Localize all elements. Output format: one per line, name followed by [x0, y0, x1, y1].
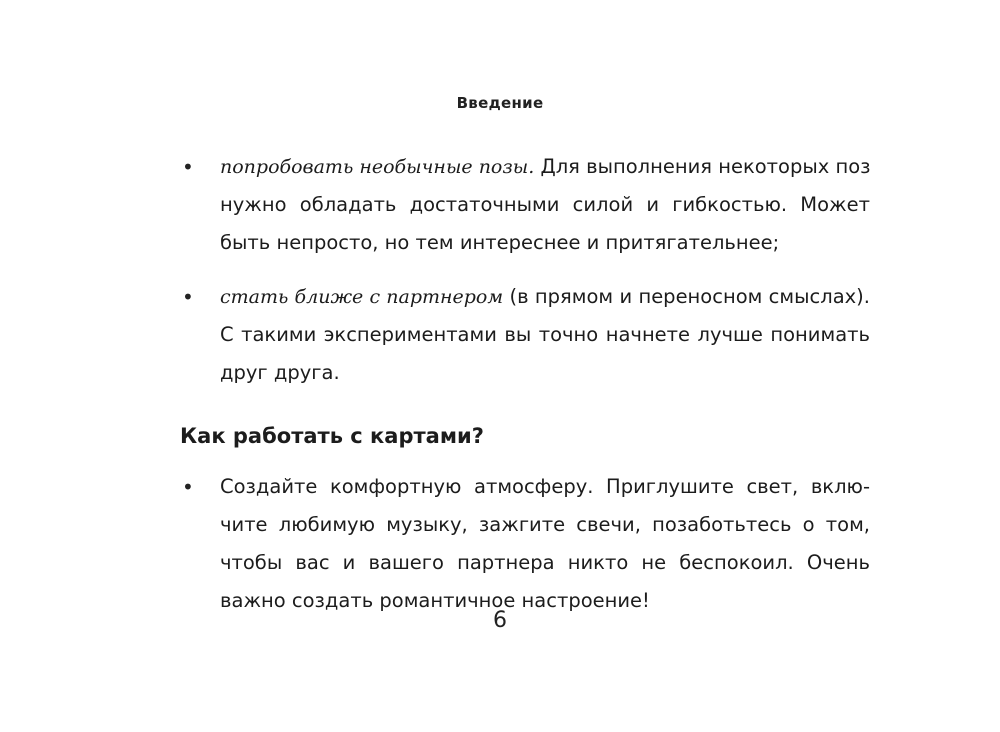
list-item	[180, 468, 870, 620]
text-line: нужно обладать достаточными силой и гибкостью. Может	[220, 193, 870, 216]
list-item-text	[220, 468, 870, 620]
text-fragment: Для выполнения некоторых поз	[534, 155, 871, 178]
text-fragment: (в прямом и переносном смыслах).	[503, 285, 870, 308]
text-line: С такими экспериментами вы точно начнете лучше понимать	[220, 323, 870, 346]
running-head: Введение	[456, 94, 544, 112]
emphasis-text: попробовать необычные позы.	[220, 156, 535, 178]
section-bullet-list	[180, 468, 870, 620]
intro-bullet-list	[180, 148, 870, 392]
text-line: чтобы вас и вашего партнера никто не беспокоил. Очень	[220, 551, 870, 574]
bullet-icon: •	[182, 155, 194, 179]
text-line: быть непросто, но тем интереснее и притягательнее;	[220, 231, 780, 254]
text-line: Создайте комфортную атмосферу. Приглушите свет, вклю-	[220, 475, 870, 498]
text-line: чите любимую музыку, зажгите свечи, позаботьтесь о том,	[220, 513, 870, 536]
text-line	[220, 148, 870, 186]
page-body	[180, 148, 870, 636]
text-line: друг друга.	[220, 361, 340, 384]
emphasis-text: стать ближе с партнером	[220, 286, 504, 308]
bullet-icon: •	[182, 285, 194, 309]
bullet-icon: •	[182, 475, 194, 499]
list-item-text	[220, 148, 870, 262]
list-item	[180, 278, 870, 392]
list-item-text	[220, 278, 870, 392]
section-heading: Как работать с картами?	[180, 424, 484, 448]
text-line: важно создать романтичное настроение!	[220, 589, 650, 612]
page-number: 6	[493, 608, 507, 633]
list-item	[180, 148, 870, 262]
text-line	[220, 278, 870, 316]
